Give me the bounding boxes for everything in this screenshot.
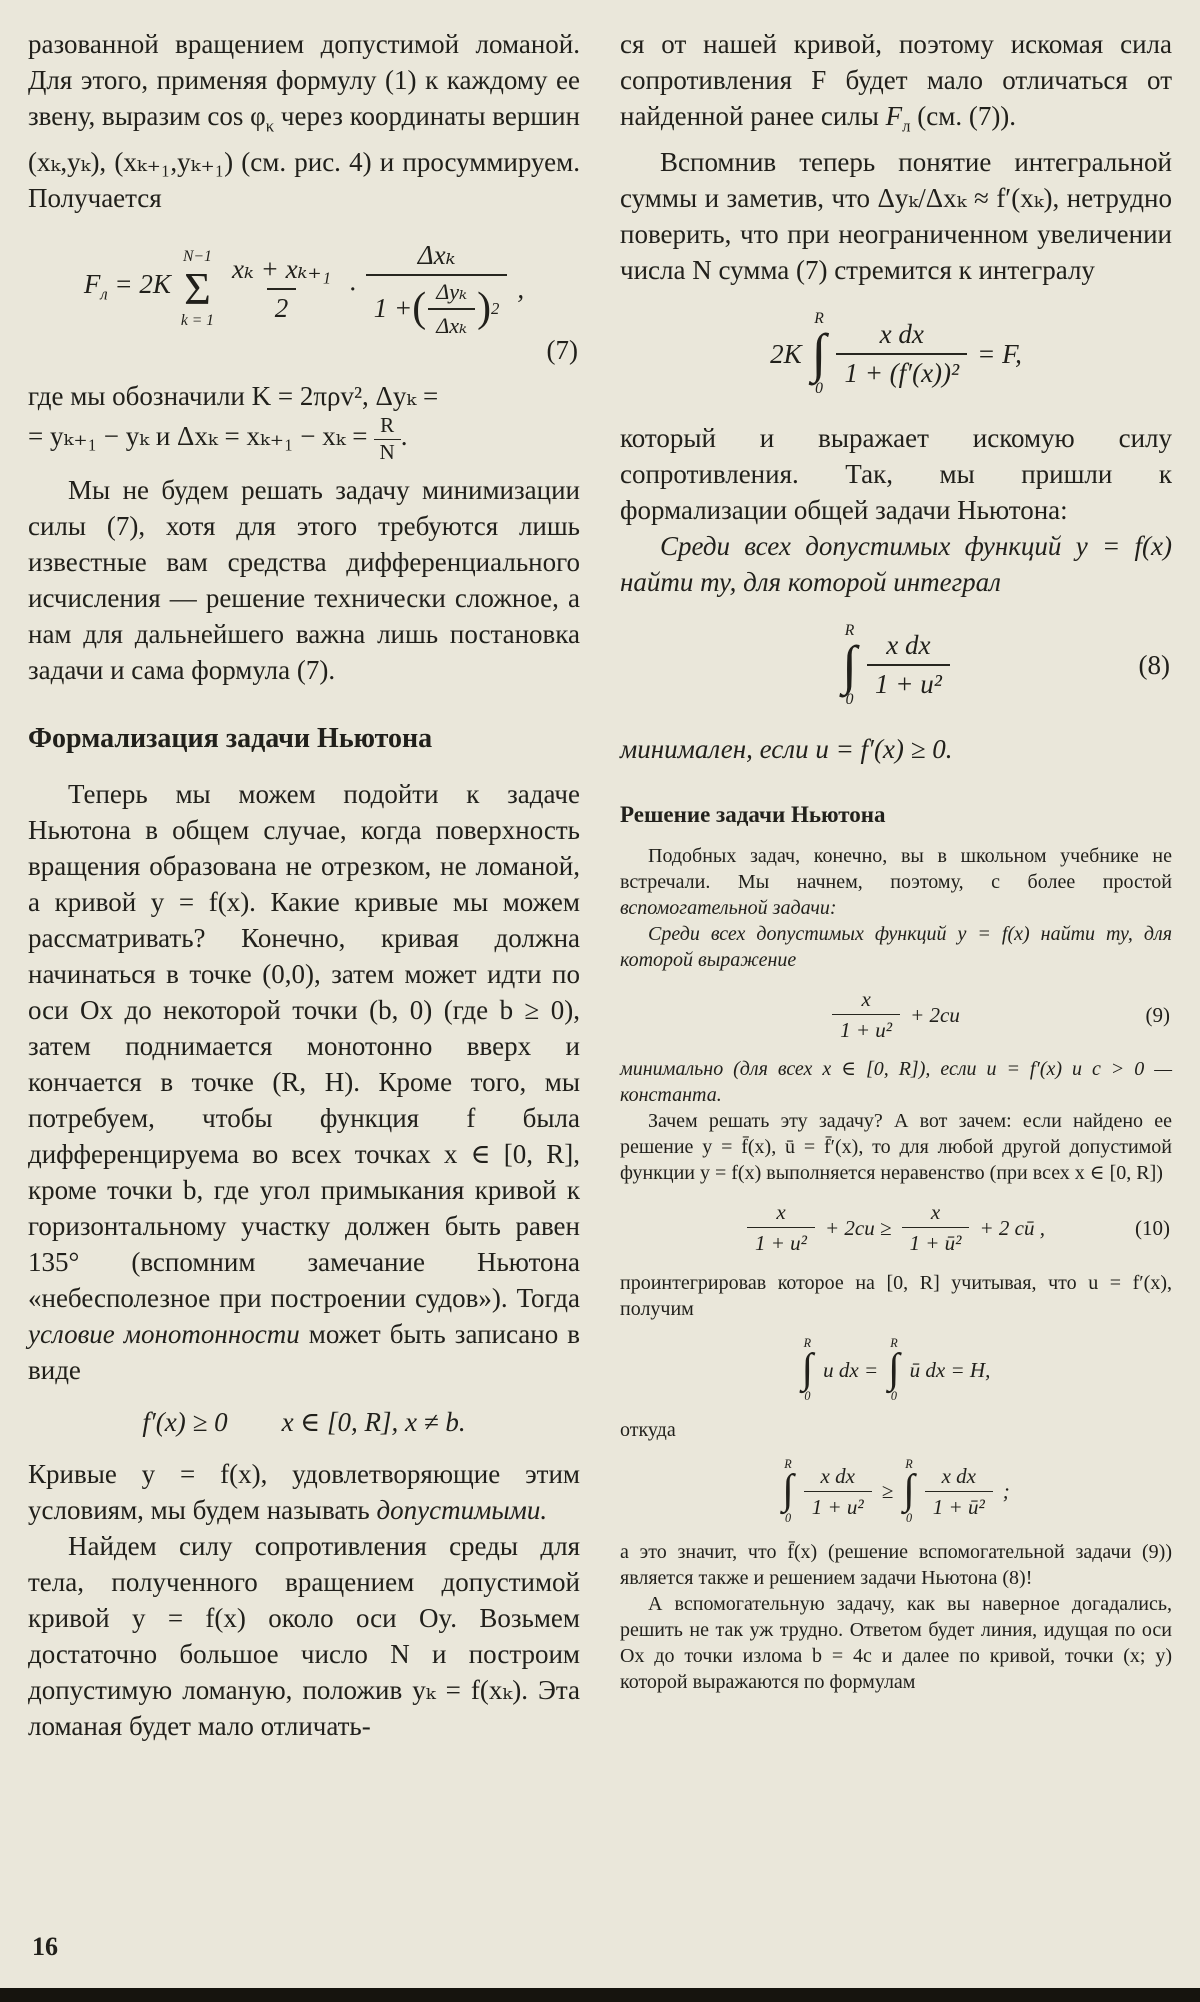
paragraph: Вспомнив теперь понятие интегральной суммы и заметив, что Δyₖ/Δxₖ ≈ f′(xₖ), нетрудно поверить, что при неограниченном увеличении числа N сумма (7) стремится к интегралу <box>620 147 1172 286</box>
fraction <box>804 1464 872 1519</box>
integral-operator <box>888 1336 900 1404</box>
integral-operator <box>903 1457 915 1525</box>
integral-upper-limit: R <box>905 1457 913 1472</box>
integral-lower-limit: 0 <box>890 1389 897 1404</box>
integral-upper-limit: R <box>844 621 855 639</box>
sum-upper-limit: N−1 <box>183 248 212 266</box>
integral-upper-limit: R <box>890 1335 898 1350</box>
nested-fraction <box>428 279 475 338</box>
sum-operator <box>181 248 214 330</box>
solution-section <box>620 801 1172 1695</box>
paragraph <box>28 1456 580 1528</box>
fraction <box>925 1464 993 1519</box>
denominator: 1 + u² <box>804 1491 872 1519</box>
denominator: 2 <box>267 288 297 324</box>
formula-term: u dx = <box>823 1357 879 1382</box>
equation-tag: (8) <box>1138 650 1170 681</box>
right-parenthesis: ) <box>477 284 492 331</box>
denominator: 1 + u² <box>867 664 950 700</box>
numerator: x dx <box>820 1463 855 1488</box>
fraction <box>867 630 950 700</box>
paragraph <box>28 776 580 1388</box>
fraction <box>902 1200 970 1255</box>
body-text: Теперь мы можем подойти к задаче Ньютона в общем случае, когда поверхность вращения образована не отрезком, не ломаной, а кривой y = f(x). Какие кривые мы можем рассматривать? Конечно, кривая должна начинаться в точке (0,0), затем может идти по оси Ox до некоторой точки (b, 0) (где b ≥ 0), затем поднимается монотонно вверх и кончается в точке (R, H). Кроме того, мы потребуем, чтобы функция f была дифференцируема во всех точках x ∈ [0, R], кроме точки b, где угол примыкания кривой к горизонтальному участку должен быть равен 135° (вспомним замечание Ньютона «небесполезное при построении судов»). Тогда <box>28 778 580 1313</box>
equation-tag: (9) <box>1145 1002 1170 1027</box>
body-text: ся от нашей кривой, поэтому искомая сила сопротивления F будет мало отличаться от найденной ранее силы <box>620 29 1172 131</box>
paragraph <box>620 26 1172 144</box>
paragraph: который и выражает искомую силу сопротивления. Так, мы пришли к формализации общей задачи Ньютона: <box>620 422 1172 525</box>
multiplication-dot: · <box>349 274 356 305</box>
integral-sign: ∫ <box>782 1467 794 1514</box>
formula-lhs <box>84 266 171 312</box>
integral-sign: ∫ <box>888 1345 900 1392</box>
paragraph: Среди всех допустимых функций y = f(x) найти ту, для которой выражение <box>620 922 1172 971</box>
paragraph: откуда <box>620 1419 676 1442</box>
integral-upper-limit: R <box>814 310 824 328</box>
paragraph: проинтегрировав которое на [0, R] учитывая, что u = f′(x), получим <box>620 1271 1172 1320</box>
paragraph <box>28 26 580 216</box>
paragraph <box>620 843 1172 921</box>
numerator: R <box>380 413 395 438</box>
numerator: x dx <box>886 630 931 661</box>
denominator: 1 + u² <box>832 1014 900 1042</box>
emphasized-text: условие монотонности <box>28 1318 300 1349</box>
integral-lower-limit: 0 <box>784 1511 792 1526</box>
formula-term: = 2K <box>114 269 171 300</box>
paragraph: минимален, если u = f′(x) ≥ 0. <box>620 733 953 764</box>
integral-upper-limit: R <box>784 1457 792 1472</box>
equation-integral-H <box>620 1336 1172 1404</box>
integral-lower-limit: 0 <box>815 379 823 397</box>
paragraph: Среди всех допустимых функций y = f(x) найти ту, для которой интеграл <box>620 530 1172 597</box>
period: . <box>400 421 408 452</box>
emphasized-text: вспомогательной задачи: <box>620 896 837 919</box>
equation-tag: (10) <box>1135 1215 1170 1240</box>
emphasized-text: допустимыми. <box>376 1494 548 1525</box>
body-text: где мы обозначили K = 2πρv², Δyₖ = <box>28 381 439 412</box>
comma: , <box>517 274 525 305</box>
subscript: л <box>100 284 108 304</box>
paragraph: а это значит, что f̄(x) (решение вспомогательной задачи (9)) является также и решением задачи Ньютона (8)! <box>620 1541 1172 1590</box>
formula-term: 2K <box>770 339 802 370</box>
equation-tag: (7) <box>546 335 578 366</box>
numerator: xₖ + xₖ₊₁ <box>232 254 332 285</box>
fraction <box>366 240 508 338</box>
body-text: Кривые y = f(x), удовлетворяющие этим условиям, мы будем называть <box>28 1458 580 1525</box>
inline-fraction <box>374 414 401 463</box>
numerator: x dx <box>941 1463 976 1488</box>
body-text: разованной вращением допустимой ломаной. Для этого, применяя формулу (1) к каждому ее звену, выразим cos φ <box>28 29 580 131</box>
section-heading: Решение задачи Ньютона <box>620 801 886 827</box>
integral-operator <box>842 622 857 709</box>
integral-lower-limit: 0 <box>845 690 854 708</box>
body-text <box>28 414 580 463</box>
formula-term: + 2cu <box>910 1002 960 1027</box>
paragraph: минимально (для всех x ∈ [0, R]), если u = f′(x) и c > 0 — константа. <box>620 1058 1172 1107</box>
numerator: x <box>861 986 871 1011</box>
left-column <box>28 26 580 1744</box>
right-column <box>620 26 1172 1744</box>
left-parenthesis: ( <box>412 284 427 331</box>
subscript: л <box>902 116 911 136</box>
equation-integral-force <box>620 310 1172 397</box>
semicolon: ; <box>1002 1479 1010 1504</box>
integral-sign: ∫ <box>842 634 857 695</box>
paragraph: Найдем силу сопротивления среды для тела, полученного вращением допустимой кривой y = f(x) около оси Oy. Возьмем достаточно большое число N и построим допустимую ломаную, положив yₖ = f(xₖ). Эта ломаная будет мало отличать- <box>28 1530 580 1741</box>
integral-operator <box>812 310 827 397</box>
denominator: N <box>374 439 401 464</box>
formula-term: + 2cu ≥ <box>824 1215 892 1240</box>
integral-operator <box>802 1336 814 1404</box>
paragraph: Зачем решать эту задачу? А вот зачем: если найдено ее решение y = f̄(x), ū = f̄′(x), то для любой другой допустимой функции y = f(x) выполняется неравенство (при всех x ∈ [0, R]) <box>620 1110 1172 1185</box>
equation-10 <box>620 1200 1172 1255</box>
formula-term: 1 + <box>373 293 413 324</box>
integral-sign: ∫ <box>903 1467 915 1514</box>
exponent: 2 <box>491 299 500 319</box>
body-text: через координаты вершин (xₖ,yₖ), (xₖ₊₁,yₖ₊₁) (см. рис. 4) и просуммируем. Получается <box>28 101 581 214</box>
formula-term: ū dx = H, <box>909 1357 991 1382</box>
subscript: κ <box>265 116 275 136</box>
fraction <box>747 1200 815 1255</box>
denominator: 1 + u² <box>747 1227 815 1255</box>
body-text: (см. (7)). <box>910 101 1017 131</box>
integral-upper-limit: R <box>803 1335 812 1350</box>
integral-lower-limit: 0 <box>804 1389 811 1404</box>
page-number: 16 <box>32 1932 58 1961</box>
formula-term: + 2 cū , <box>979 1215 1045 1240</box>
body-text: Подобных задач, конечно, вы в школьном учебнике не встречали. Мы начнем, поэтому, с более простой <box>620 844 1172 893</box>
integral-sign: ∫ <box>801 1345 814 1392</box>
body-text: = yₖ₊₁ − yₖ и Δxₖ = xₖ₊₁ − xₖ = <box>28 421 368 452</box>
numerator: x <box>776 1200 786 1225</box>
greater-equal-sign: ≥ <box>881 1479 894 1504</box>
section-heading: Формализация задачи Ньютона <box>28 722 433 754</box>
fraction <box>832 987 900 1042</box>
formula-term: = F, <box>977 339 1022 370</box>
monotonicity-condition: f′(x) ≥ 0 x ∈ [0, R], x ≠ b. <box>142 1406 466 1437</box>
numerator: x dx <box>879 318 924 349</box>
denominator: Δxₖ <box>428 308 475 338</box>
numerator: Δyₖ <box>436 279 468 305</box>
body-text: может быть записано в виде <box>28 1318 580 1385</box>
sum-sign: Σ <box>184 263 211 315</box>
equation-7 <box>28 240 580 366</box>
variable: F <box>885 101 903 131</box>
sum-lower-limit: k = 1 <box>180 312 215 330</box>
numerator: Δxₖ <box>417 240 456 271</box>
variable: F <box>83 269 101 300</box>
scan-edge-bar <box>0 1988 1200 2002</box>
integral-operator <box>782 1457 794 1525</box>
fraction <box>224 254 339 324</box>
paragraph: Мы не будем решать задачу минимизации силы (7), хотя для этого требуются лишь известные вам средства дифференциального исчисления — решение технически сложное, а нам для дальнейшего важна лишь постановка задачи и сама формула (7). <box>28 474 580 685</box>
paragraph: А вспомогательную задачу, как вы наверное догадались, решить не так уж трудно. Ответом будет линия, идущая по оси Ox до точки излома b = 4c и далее по кривой, точки (x; y) которой выражаются по формулам <box>620 1593 1172 1694</box>
denominator: 1 + ū² <box>902 1227 970 1255</box>
equation-9 <box>620 987 1172 1042</box>
equation-integral-comparison <box>620 1457 1172 1525</box>
denominator: 1 + ū² <box>925 1491 993 1519</box>
integral-sign: ∫ <box>811 323 827 384</box>
fraction <box>836 319 967 389</box>
equation-8 <box>620 622 1172 709</box>
integral-lower-limit: 0 <box>905 1511 913 1526</box>
denominator: 1 + (f′(x))² <box>836 353 967 389</box>
denominator <box>366 274 508 338</box>
paragraph <box>28 378 580 463</box>
numerator: x <box>930 1200 941 1225</box>
